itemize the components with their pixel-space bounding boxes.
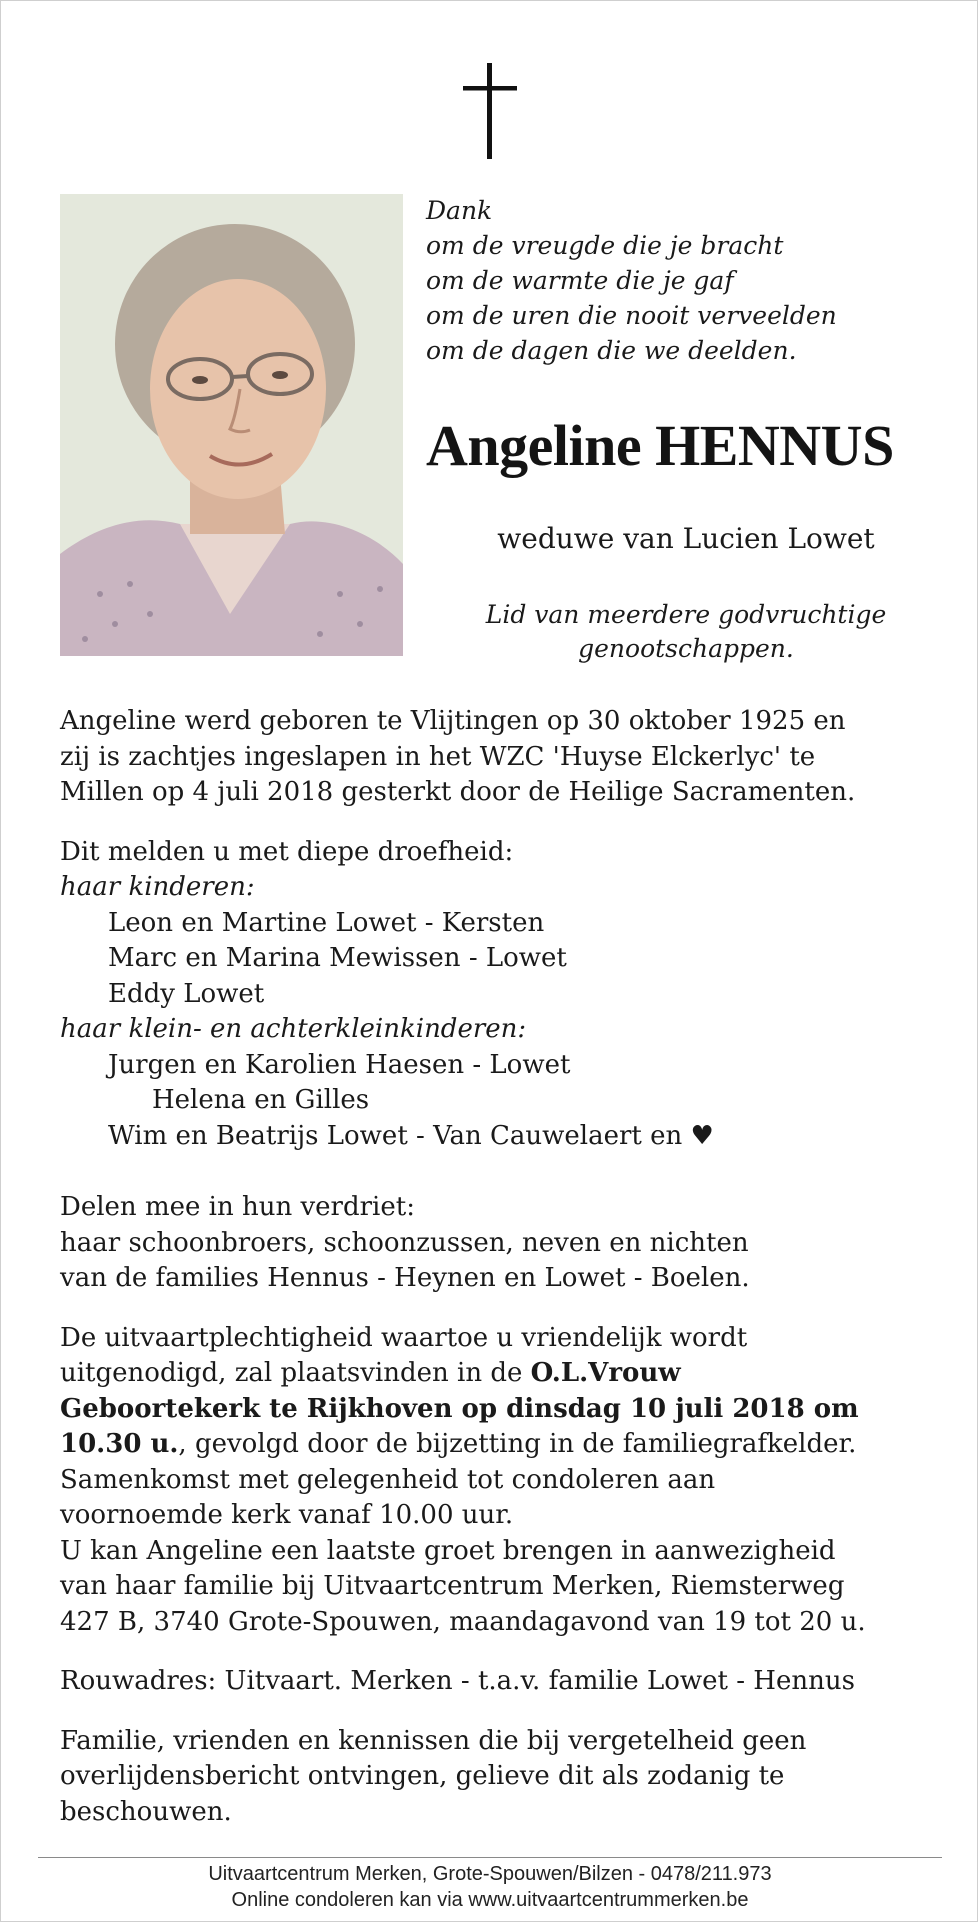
family-member: Leon en Martine Lowet - Kersten (108, 907, 545, 938)
text-line (60, 1356, 940, 1392)
address-line: Rouwadres: Uitvaart. Merken - t.a.v. familie Lowet - Hennus (60, 1666, 855, 1696)
text-line: haar schoonbroers, schoonzussen, neven en nichten (60, 1227, 749, 1258)
membership-line: genootschappen. (578, 634, 794, 663)
funeral-details: Geboortekerk te Rijkhoven op dinsdag 10 juli 2018 om (60, 1393, 859, 1424)
poem-line: om de dagen die we deelden. (426, 336, 797, 365)
text-fragment: uitgenodigd, zal plaatsvinden in de (60, 1358, 531, 1388)
children-label: haar kinderen: (60, 872, 255, 902)
poem-line: om de vreugde die je bracht (426, 231, 784, 260)
funeral-paragraph (60, 1321, 940, 1641)
family-member: Eddy Lowet (108, 978, 265, 1009)
family-list (60, 835, 940, 1155)
text-line: van de families Hennus - Heynen en Lowet - Boelen. (60, 1263, 750, 1293)
membership-line: Lid van meerdere godvruchtige (485, 600, 887, 629)
poem-line: om de uren die nooit verveelden (426, 301, 837, 330)
text-line (60, 1392, 940, 1428)
text-line (60, 1427, 940, 1463)
announce-line: Dit melden u met diepe droefheid: (60, 836, 514, 867)
text-line: U kan Angeline een laatste groet brengen in aanwezigheid (60, 1535, 836, 1566)
footer (1, 1861, 979, 1913)
closing-paragraph (60, 1724, 940, 1831)
family-member: Marc en Marina Mewissen - Lowet (108, 943, 567, 973)
text-line: beschouwen. (60, 1796, 232, 1827)
text-line: van haar familie bij Uitvaartcentrum Merken, Riemsterweg (60, 1571, 845, 1601)
cross-icon (458, 63, 522, 159)
portrait-photo (60, 194, 403, 656)
notice-body (60, 704, 940, 1830)
text-line: overlijdensbericht ontvingen, gelieve dit als zodanig te (60, 1761, 785, 1791)
family-member: Wim en Beatrijs Lowet - Van Cauwelaert en ♥ (108, 1120, 714, 1151)
text-line: Angeline werd geboren te Vlijtingen op 30 oktober 1925 en (60, 706, 846, 736)
family-member: Helena en Gilles (152, 1085, 370, 1115)
deceased-name: Angeline HENNUS (426, 413, 894, 478)
text-line: Samenkomst met gelegenheid tot condoleren aan (60, 1464, 716, 1495)
text-line: Millen op 4 juli 2018 gesterkt door de Heilige Sacramenten. (60, 777, 856, 807)
footer-website: Online condoleren kan via www.uitvaartcentrummerken.be (231, 1889, 749, 1911)
footer-divider (38, 1857, 942, 1858)
poem (426, 193, 946, 368)
text-fragment: , gevolgd door de bijzetting in de familiegrafkelder. (178, 1429, 857, 1459)
poem-line: om de warmte die je gaf (426, 266, 734, 295)
share-paragraph (60, 1190, 940, 1297)
text-line: De uitvaartplechtigheid waartoe u vriendelijk wordt (60, 1322, 748, 1353)
intro-paragraph (60, 704, 940, 811)
text-line: Delen mee in hun verdriet: (60, 1192, 415, 1222)
text-line: Familie, vrienden en kennissen die bij vergetelheid geen (60, 1725, 807, 1756)
text-line: voornoemde kerk vanaf 10.00 uur. (60, 1500, 514, 1530)
widow-of: weduwe van Lucien Lowet (497, 522, 875, 555)
church-name: O.L.Vrouw (530, 1358, 681, 1388)
family-member: Jurgen en Karolien Haesen - Lowet (108, 1049, 571, 1080)
footer-contact: Uitvaartcentrum Merken, Grote-Spouwen/Bilzen - 0478/211.973 (208, 1863, 772, 1885)
text-line: 427 B, 3740 Grote-Spouwen, maandagavond van 19 tot 20 u. (60, 1606, 866, 1637)
poem-line: Dank (426, 196, 493, 225)
membership (426, 598, 946, 666)
funeral-time: 10.30 u. (60, 1429, 179, 1459)
text-line: zij is zachtjes ingeslapen in het WZC 'Huyse Elckerlyc' te (60, 741, 816, 772)
grandchildren-label: haar klein- en achterkleinkinderen: (60, 1014, 527, 1044)
